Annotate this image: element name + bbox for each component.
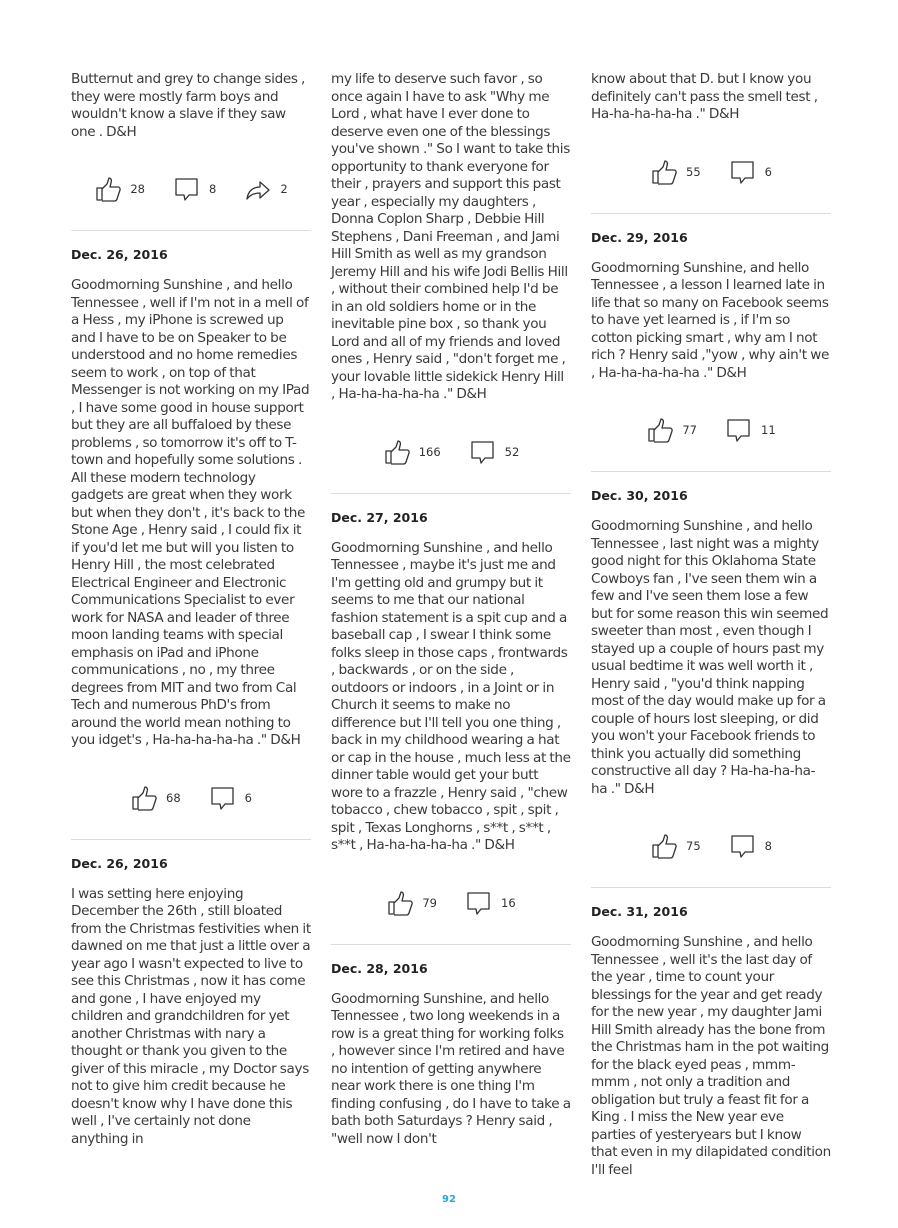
share-icon — [244, 175, 272, 203]
post-stats — [331, 888, 571, 918]
post-stats — [591, 157, 831, 187]
comment-icon — [729, 832, 757, 860]
like-count[interactable] — [650, 158, 701, 186]
comment-icon — [465, 889, 493, 917]
post — [591, 230, 831, 473]
comment-count[interactable] — [725, 416, 776, 444]
post-date: Dec. 29, 2016 — [591, 229, 688, 245]
like-count[interactable] — [646, 416, 697, 444]
column-1 — [71, 71, 311, 1148]
comment-count-value: 16 — [501, 895, 516, 910]
post-text: my life to deserve such favor , so once again I have to ask "Why me Lord , what have I ever done to deserve even one of the blessings you've shown ." So I want to take this opportunity to thank everyone for their , prayers and support this past year , especially my daughters , Donna Coplon Sharp , Debbie Hill Stephens , Dani Freeman , and Jami Hill Smith as well as my grandson Jeremy Hill and his wife Jodi Bellis Hill , without their combined help I'd be in an old soldiers home or in the inevitable pine box , so thank you Lord and all of my friends and loved ones , Henry said , "don't forget me , your lovable little sidekick Henry Hill , Ha-ha-ha-ha-ha ." D&H — [331, 71, 570, 402]
post-date: Dec. 26, 2016 — [71, 247, 168, 262]
comment-count-value: 52 — [504, 444, 520, 459]
like-count[interactable] — [130, 784, 181, 812]
post-text: Goodmorning Sunshine , and hello Tennessee , well if I'm not in a mell of a Hess , my iPhone is screwed up and I have to be on Speaker to be understood and no home remedies seem to work , on top of that Messenger is not working on my IPad , I have some good in house support but they are all buffaloed by these problems , so tomorrow it's off to T-town and hopefully some solutions . All these modern technology gadgets are great when they work but when they don't , it's back to the Stone Age , Henry said , I could fix it if you'd let me but will you listen to Henry Hill , the most celebrated Electrical Engineer and Electronic Communications Specialist to ever work for NASA and leader of three moon landing teams with special emphasis on iPad and iPhone communications , no , my three degrees from MIT and two from Cal Tech and numerous PhD's from around the world mean nothing to you idget's , Ha-ha-ha-ha-ha ." D&H — [71, 277, 310, 748]
share-count-value: 2 — [280, 182, 288, 196]
post — [71, 247, 311, 840]
post — [71, 71, 311, 231]
post-text: Goodmorning Sunshine, and hello Tennessee , a lesson I learned late in life that so many on Facebook seems to have yet learned is , if I'm so cotton picking smart , why am I not rich ? Henry said ,"yow , why ain't we , Ha-ha-ha-ha-ha ." D&H — [591, 259, 830, 381]
post-stats — [591, 415, 831, 445]
comment-icon — [729, 158, 757, 186]
post-text: Goodmorning Sunshine, and hello Tennessee , two long weekends in a row is a great thing for working folks , however since I'm retired and have no intention of getting anywhere near work there is one thing I'm finding confusing , do I have to take a bath both Saturdays ? Henry said , "well now I don't — [331, 990, 571, 1147]
post-text: Goodmorning Sunshine , and hello Tennessee , well it's the last day of the year , time to count your blessings for the year and get ready for the new year , my daughter Jami Hill Smith already has the bone from the Christmas ham in the pot waiting for the black eyed peas , mmm-mmm , not only a tradition and obligation but truly a feast fit for a King . I miss the New year eve parties of yesteryears but I know that even in my dilapidated condition I'll feel — [591, 934, 831, 1178]
post — [591, 488, 831, 888]
post-stats — [71, 174, 311, 204]
comment-count-value: 6 — [244, 790, 252, 805]
post-text: know about that D. but I know you definitely can't pass the smell test , Ha-ha-ha-ha-ha ." D&H — [591, 71, 818, 122]
separator — [331, 493, 571, 494]
post-text: Butternut and grey to change sides , they were mostly farm boys and wouldn't know a slave if they saw one . D&H — [71, 71, 306, 140]
post-text: Goodmorning Sunshine , and hello Tennessee , last night was a mighty good night for this Oklahoma State Cowboys fan , I've seen them win a few and I've seen them lose a few but for some reason this win seemed sweeter than most , even though I stayed up a couple of hours past my usual bedtime it was well worth it , Henry said , "you'd think napping most of the day would make up for a couple of hours lost sleeping, or did you won't your Facebook friends to think you actually did something constructive all day ? Ha-ha-ha-ha-ha ." D&H — [591, 518, 829, 797]
separator — [591, 213, 831, 214]
post-date: Dec. 28, 2016 — [331, 960, 428, 976]
column-3 — [591, 71, 831, 1179]
post — [591, 904, 831, 1179]
comment-count-value: 11 — [761, 423, 776, 437]
post-text: Goodmorning Sunshine , and hello Tennessee , maybe it's just me and I'm getting old and grumpy but it seems to me that our national fashion statement is a spit cup and a baseball cap , I swear I think some folks sleep in those caps , frontwards , backwards , or on the side , outdoors or indoors , in a Joint or in Church it seems to make no difference but I'll tell you one thing , back in my childhood wearing a hat or cap in the house , much less at the dinner table would get your butt wore to a frazzle , Henry said , "chew tobacco , chew tobacco , spit , spit , spit , Texas Longhorns , s**t , s**t , s**t , Ha-ha-ha-ha-ha ." D&H — [331, 539, 571, 853]
separator — [331, 944, 571, 945]
comment-icon — [173, 175, 201, 203]
like-count-value: 68 — [166, 790, 181, 805]
comment-count[interactable] — [729, 832, 772, 860]
thumbs-up-icon — [383, 438, 411, 466]
like-count[interactable] — [386, 889, 437, 917]
like-count-value: 28 — [130, 182, 145, 196]
comment-count[interactable] — [469, 438, 520, 466]
separator — [591, 471, 831, 472]
like-count-value: 79 — [422, 895, 437, 910]
comment-icon — [209, 784, 237, 812]
separator — [71, 839, 311, 840]
column-2 — [331, 71, 571, 1148]
post-date: Dec. 30, 2016 — [591, 488, 688, 503]
comment-count[interactable] — [173, 175, 216, 203]
post — [331, 510, 571, 945]
post-stats — [71, 783, 311, 813]
post-stats — [331, 437, 571, 467]
comment-count-value: 8 — [208, 182, 217, 196]
post-date: Dec. 26, 2016 — [71, 855, 168, 871]
page-number: 92 — [442, 1194, 456, 1205]
like-count-value: 55 — [686, 164, 701, 179]
thumbs-up-icon — [130, 784, 158, 812]
thumbs-up-icon — [94, 175, 122, 203]
post — [331, 71, 571, 494]
post — [331, 961, 571, 1149]
comment-count-value: 6 — [764, 164, 772, 179]
comment-count[interactable] — [729, 158, 772, 186]
post — [591, 71, 831, 214]
like-count[interactable] — [94, 175, 145, 203]
post — [71, 856, 311, 1149]
like-count-value: 77 — [682, 423, 697, 437]
comment-count-value: 8 — [764, 839, 772, 853]
separator — [591, 887, 831, 888]
comment-count[interactable] — [465, 889, 516, 917]
like-count-value: 75 — [686, 839, 701, 853]
comment-icon — [469, 438, 497, 466]
thumbs-up-icon — [646, 416, 674, 444]
post-date: Dec. 27, 2016 — [331, 509, 428, 525]
like-count[interactable] — [383, 438, 441, 466]
post-stats — [591, 831, 831, 861]
share-count[interactable] — [244, 175, 287, 203]
thumbs-up-icon — [650, 158, 678, 186]
like-count[interactable] — [650, 832, 701, 860]
thumbs-up-icon — [650, 832, 678, 860]
thumbs-up-icon — [386, 889, 414, 917]
separator — [71, 230, 311, 231]
comment-count[interactable] — [209, 784, 252, 812]
post-date: Dec. 31, 2016 — [591, 904, 688, 919]
post-text: I was setting here enjoying December the 26th , still bloated from the Christmas festivities when it dawned on me that just a little over a year ago I wasn't expected to live to see this Christmas , now it has come and gone , I have enjoyed my children and grandchildren for yet another Christmas with nary a thought or thank you given to the giver of this miracle , my Doctor says not to give him credit because he doesn't know why I have done this well , I've certainly not done anything in — [71, 885, 311, 1147]
like-count-value: 166 — [418, 444, 441, 459]
comment-icon — [725, 416, 753, 444]
